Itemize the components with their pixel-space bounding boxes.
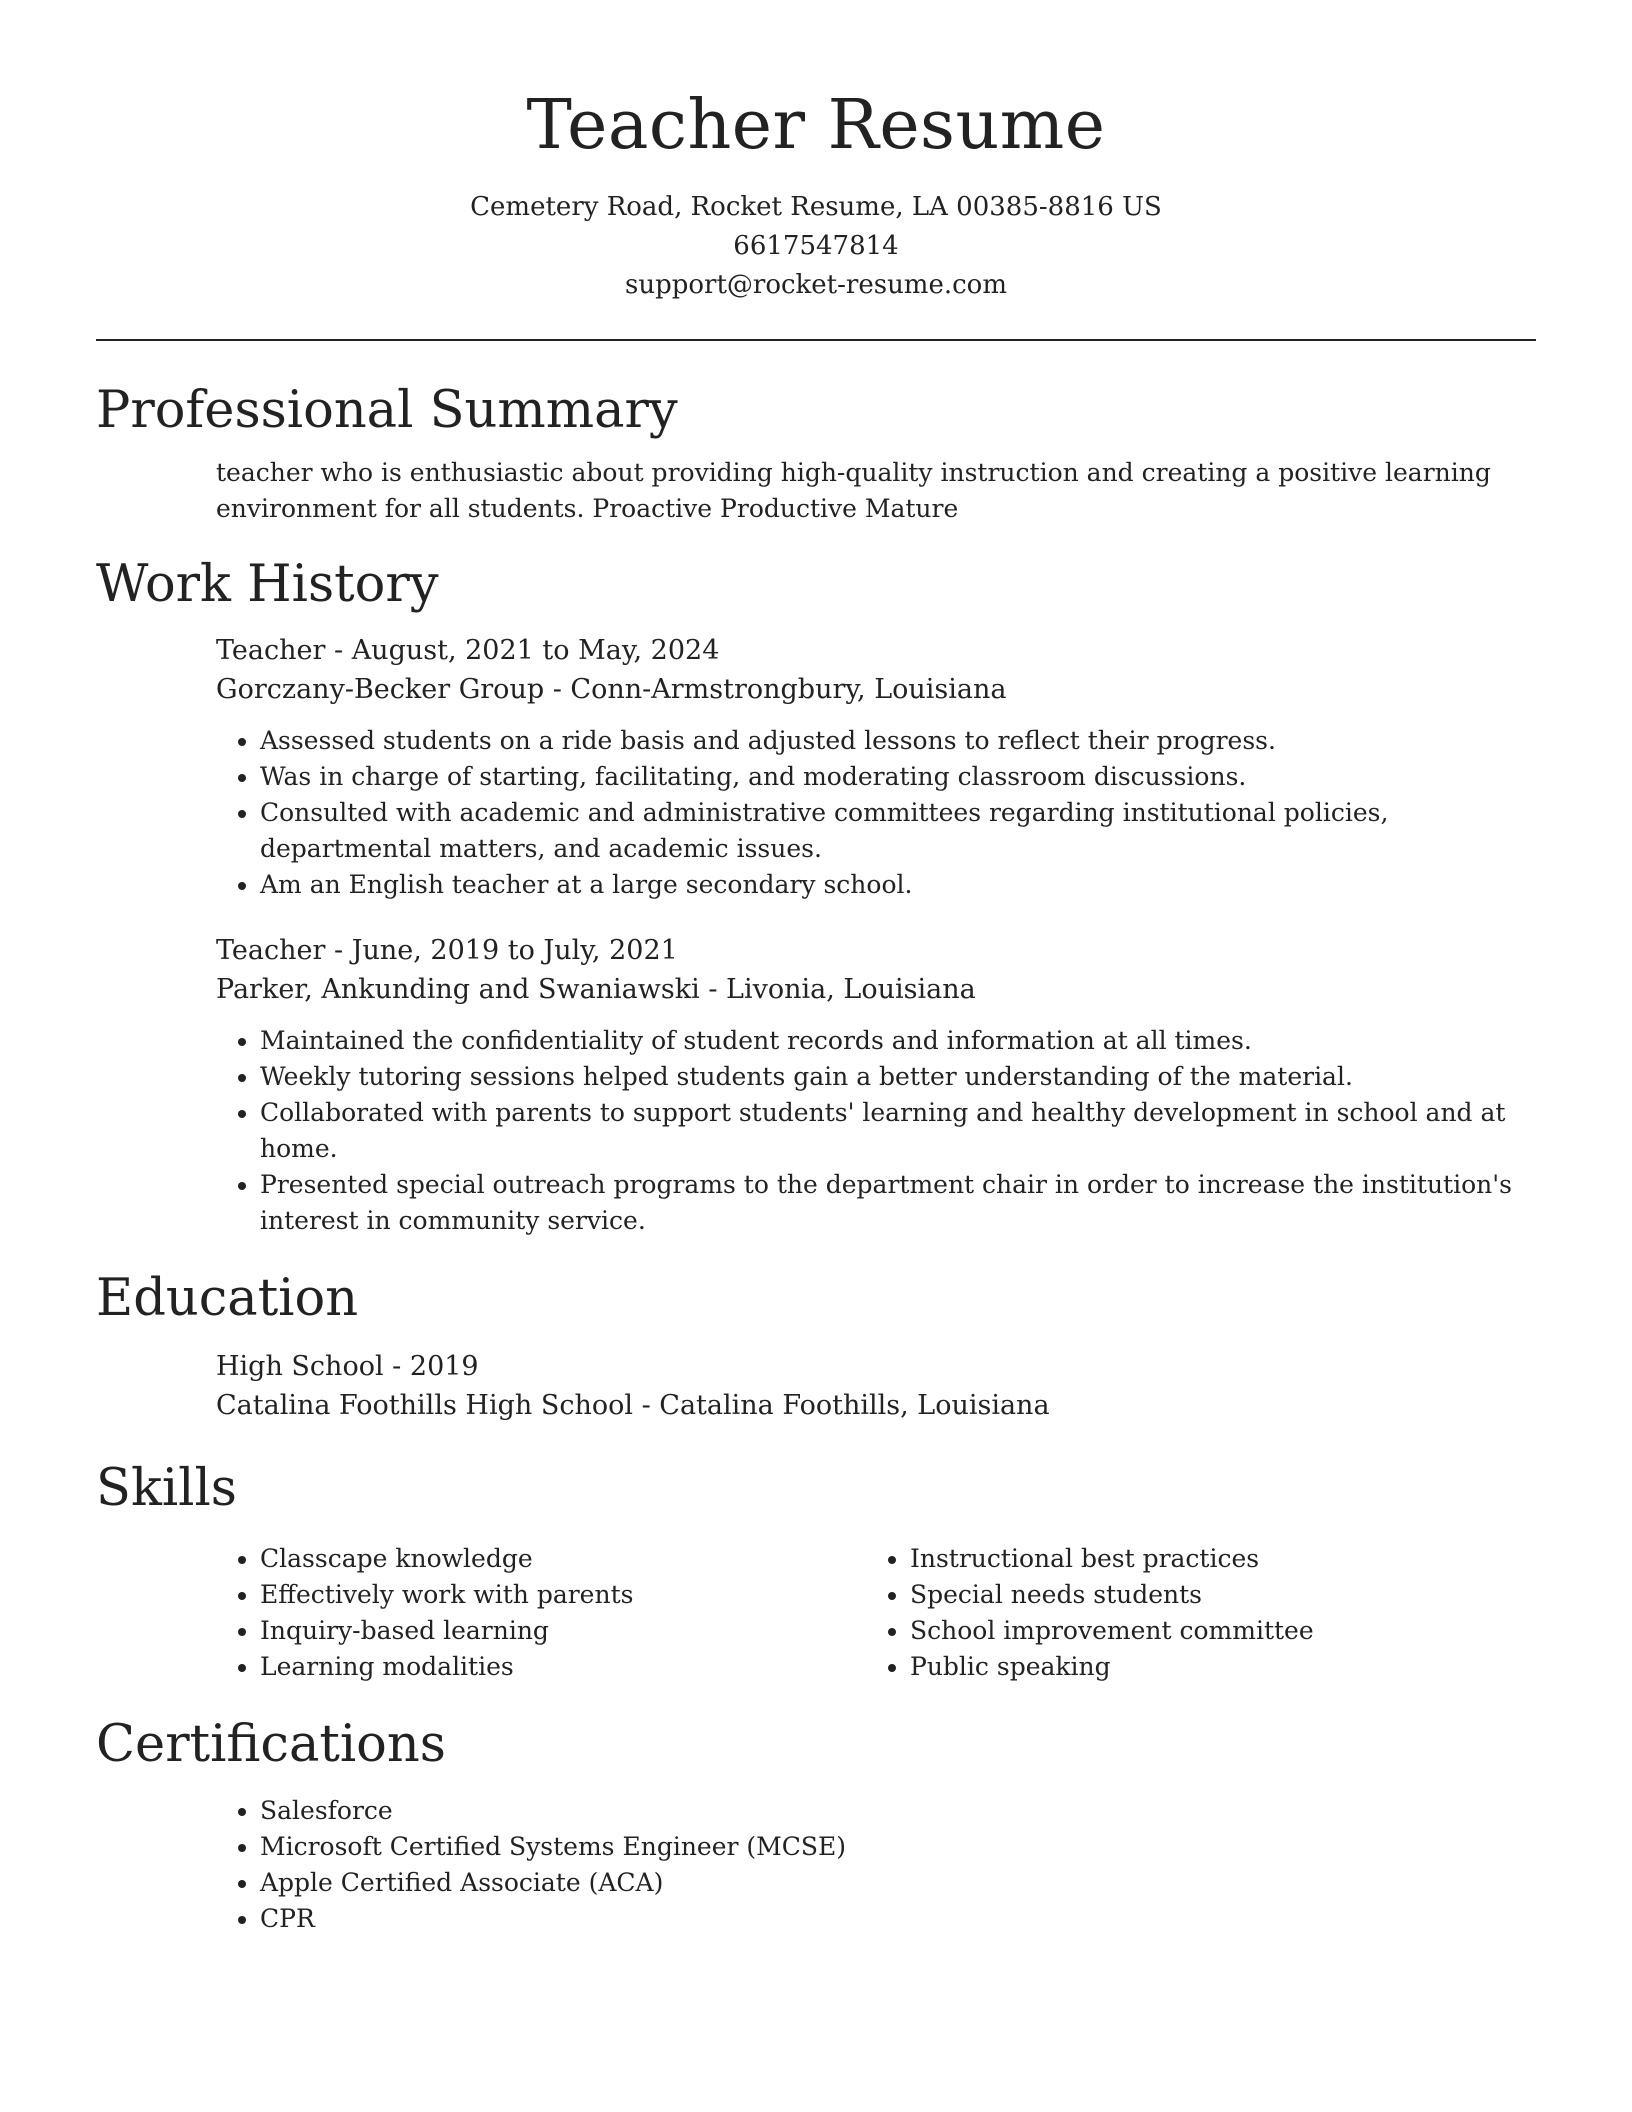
header-divider: [96, 339, 1536, 341]
skill-item: • School improvement committee: [910, 1613, 1516, 1649]
job-duty: • Am an English teacher at a large secondary school.: [260, 867, 1536, 903]
summary-section: [96, 455, 1536, 527]
work-history-heading: Work History: [96, 555, 439, 614]
skill-item: • Inquiry-based learning: [260, 1613, 866, 1649]
skill-item: • Classcape knowledge: [260, 1541, 866, 1577]
certification-item: • Apple Certified Associate (ACA): [260, 1865, 1536, 1901]
job-role: Teacher: [216, 935, 326, 966]
certifications-list: [216, 1793, 1536, 1937]
job-duty: • Presented special outreach programs to the department chair in order to increase the institution's interest in community service.: [260, 1167, 1536, 1239]
skills-section: [96, 1541, 1536, 1685]
resume-title: Teacher Resume: [526, 86, 1106, 165]
education-entry: [216, 1347, 1536, 1425]
separator: -: [383, 1351, 410, 1382]
job-location: Livonia, Louisiana: [726, 974, 976, 1005]
contact-info: [96, 188, 1536, 305]
email: support@rocket-resume.com: [624, 270, 1007, 300]
job-company-line: [216, 670, 1536, 709]
job-dates: June, 2019 to July, 2021: [351, 935, 678, 966]
job-duty: • Weekly tutoring sessions helped students gain a better understanding of the material.: [260, 1059, 1536, 1095]
job-role: Teacher: [216, 635, 326, 666]
skills-list-right: [866, 1541, 1516, 1685]
job-title-line: [216, 631, 1536, 670]
education-school: Catalina Foothills High School: [216, 1390, 633, 1421]
job-location: Conn-Armstrongbury, Louisiana: [570, 674, 1007, 705]
education-degree-line: [216, 1347, 1536, 1386]
skill-item: • Special needs students: [910, 1577, 1516, 1613]
education-school-line: [216, 1386, 1536, 1425]
education-year: 2019: [409, 1351, 479, 1382]
certification-item: • CPR: [260, 1901, 1536, 1937]
job-duty: • Collaborated with parents to support students' learning and healthy development in school and at home.: [260, 1095, 1536, 1167]
job-duties: [216, 723, 1536, 903]
job-duty: • Consulted with academic and administrative committees regarding institutional policies, departmental matters, and academic issues.: [260, 795, 1536, 867]
education-heading: Education: [96, 1269, 359, 1328]
skills-heading: Skills: [96, 1459, 237, 1518]
summary-heading: Professional Summary: [96, 381, 678, 440]
separator: -: [699, 974, 727, 1005]
skills-list-left: [216, 1541, 866, 1685]
job-company-line: [216, 970, 1536, 1009]
skills-grid: [216, 1541, 1536, 1685]
skill-item: • Effectively work with parents: [260, 1577, 866, 1613]
certification-item: • Microsoft Certified Systems Engineer (MCSE): [260, 1829, 1536, 1865]
job-title-line: [216, 931, 1536, 970]
job-dates: August, 2021 to May, 2024: [351, 635, 720, 666]
education-section: [96, 1347, 1536, 1425]
job-duty: • Assessed students on a ride basis and adjusted lessons to reflect their progress.: [260, 723, 1536, 759]
resume-header: [96, 0, 1536, 305]
job-entry: [216, 631, 1536, 903]
phone: 6617547814: [733, 231, 899, 261]
separator: -: [544, 674, 571, 705]
skills-column-right: [866, 1541, 1516, 1685]
job-company: Parker, Ankunding and Swaniawski: [216, 974, 700, 1005]
skill-item: • Instructional best practices: [910, 1541, 1516, 1577]
certifications-heading: Certifications: [96, 1715, 446, 1774]
certification-item: • Salesforce: [260, 1793, 1536, 1829]
job-entry: [216, 931, 1536, 1239]
job-company: Gorczany-Becker Group: [216, 674, 545, 705]
skills-column-left: [216, 1541, 866, 1685]
education-degree: High School: [216, 1351, 384, 1382]
separator: -: [632, 1390, 660, 1421]
separator: -: [325, 635, 352, 666]
skill-item: • Learning modalities: [260, 1649, 866, 1685]
job-duty: • Was in charge of starting, facilitating, and moderating classroom discussions.: [260, 759, 1536, 795]
certifications-section: [96, 1793, 1536, 1937]
skill-item: • Public speaking: [910, 1649, 1516, 1685]
summary-text: teacher who is enthusiastic about providing high-quality instruction and creating a positive learning environment for all students. Proactive Productive Mature: [216, 458, 1491, 523]
separator: -: [325, 935, 352, 966]
job-duties: [216, 1023, 1536, 1239]
work-history-section: [96, 631, 1536, 1239]
address: Cemetery Road, Rocket Resume, LA 00385-8816 US: [470, 192, 1162, 222]
job-duty: • Maintained the confidentiality of student records and information at all times.: [260, 1023, 1536, 1059]
education-location: Catalina Foothills, Louisiana: [659, 1390, 1050, 1421]
